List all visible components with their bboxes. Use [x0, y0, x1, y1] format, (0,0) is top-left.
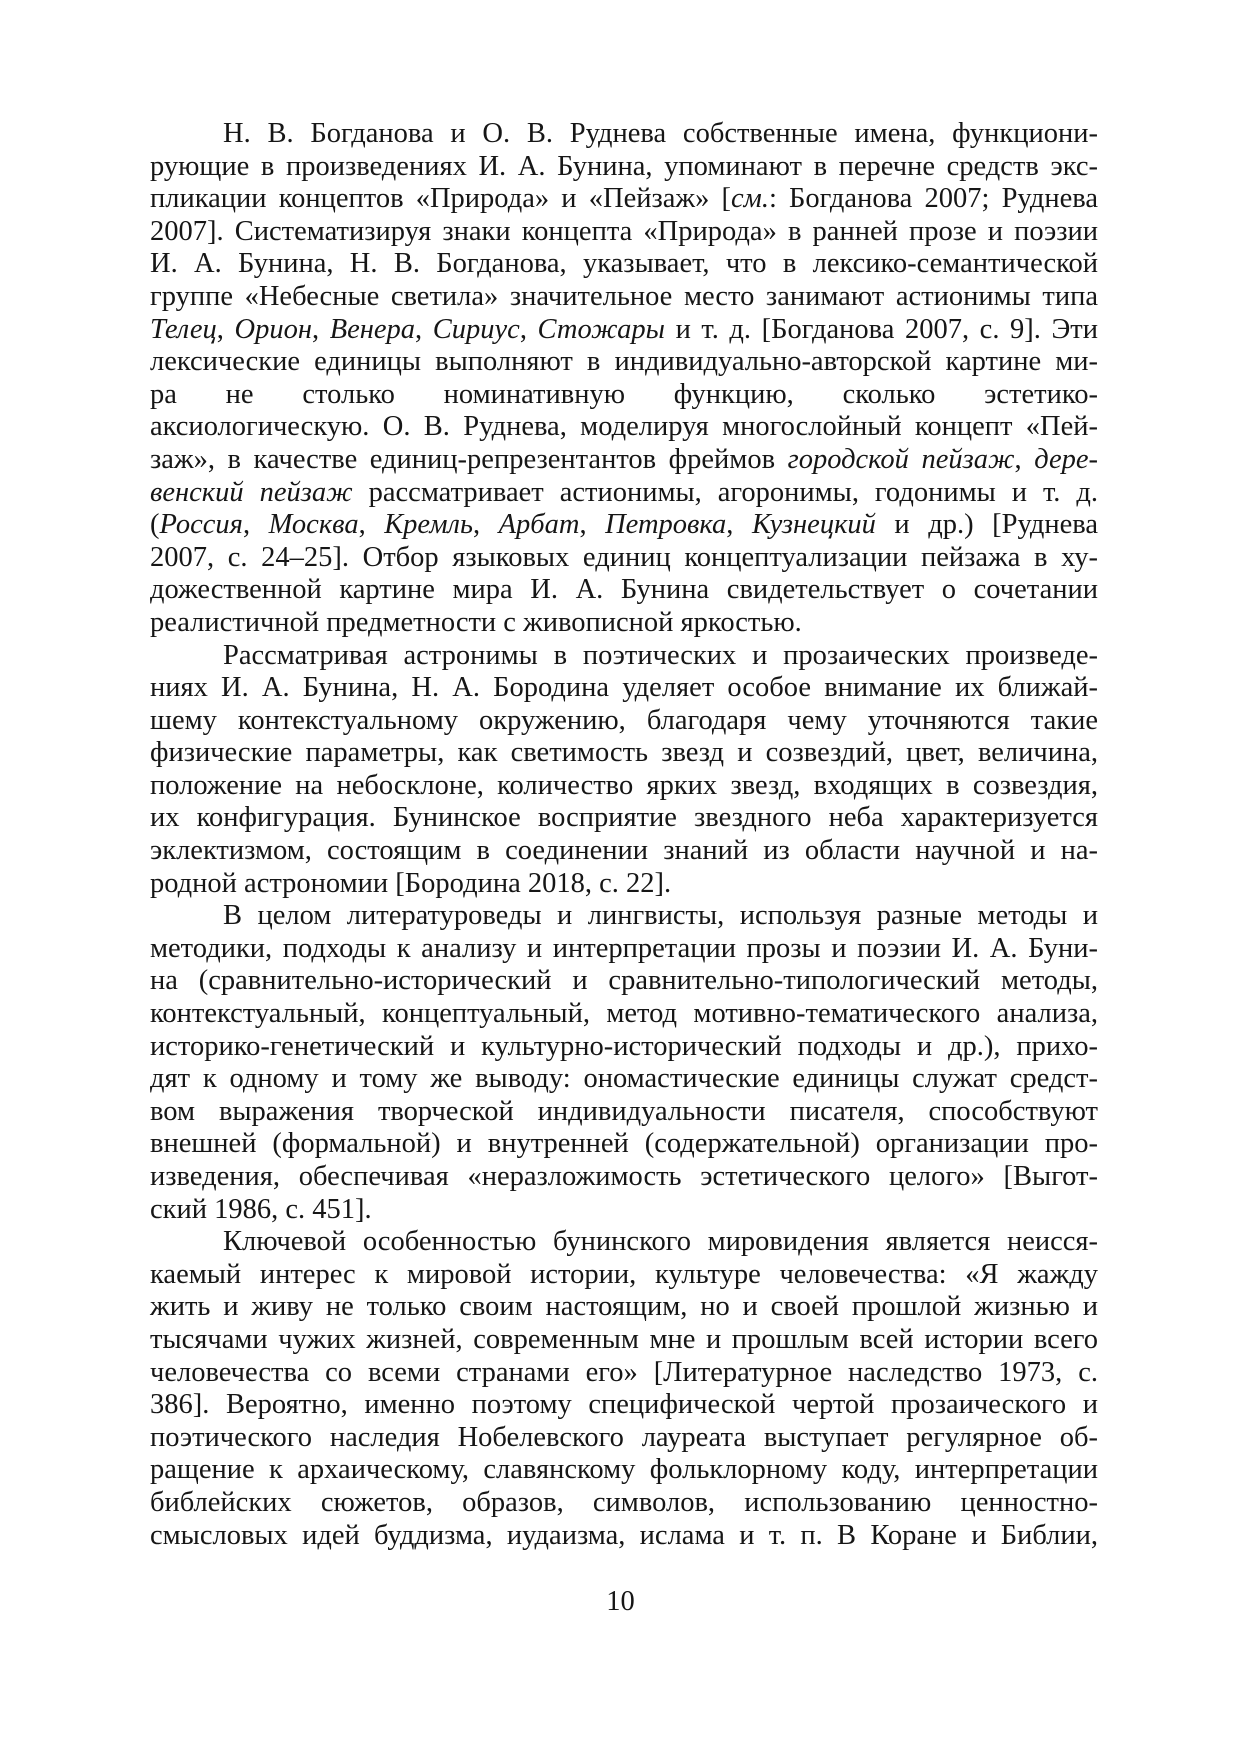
italic-text: Москва	[268, 509, 359, 541]
text-line	[150, 737, 1098, 770]
italic-text: Кузнецкий	[751, 509, 876, 541]
text-segment: ращение к архаическому, славянскому фольклорному коду, интерпретации	[150, 1454, 1098, 1486]
italic-text: Арбат	[498, 509, 580, 541]
text-segment: группе «Небесные светила» значительное место занимают астионимы типа	[150, 280, 1098, 312]
text-segment: ,	[216, 313, 235, 345]
text-line	[150, 346, 1098, 379]
text-segment: контекстуальный, концептуальный, метод мотивно-тематического анализа,	[150, 998, 1098, 1030]
text-segment: ,	[242, 509, 269, 541]
italic-text: см.	[730, 183, 769, 215]
text-segment: В целом литературоведы и лингвисты, используя разные методы и	[223, 900, 1098, 932]
text-line	[150, 509, 1098, 542]
text-line	[150, 1291, 1098, 1324]
text-segment: ,	[579, 509, 606, 541]
text-segment: (	[150, 509, 160, 541]
text-line	[150, 1128, 1098, 1161]
paragraph	[150, 118, 1098, 640]
italic-text: Орион	[234, 313, 312, 345]
text-segment: жить и живу не только своим настоящим, но и своей прошлой жизнью и	[150, 1291, 1098, 1323]
text-segment: рассматривает астионимы, агоронимы, годонимы и т. д.	[352, 476, 1099, 508]
italic-text: Россия	[159, 509, 243, 541]
text-line	[150, 444, 1098, 477]
text-segment: вом выражения творческой индивидуальности писателя, способствуют	[150, 1095, 1098, 1127]
italic-text: Стожары	[537, 313, 665, 345]
text-segment: и т. д. [Богданова 2007, с. 9]. Эти	[665, 313, 1098, 345]
text-segment: человечества со всеми странами его» [Литературное наследство 1973, с.	[150, 1356, 1098, 1388]
text-line	[150, 379, 1098, 412]
text-line	[150, 248, 1098, 281]
text-segment: историко-генетический и культурно-исторический подходы и др.), прихо-	[150, 1030, 1098, 1062]
italic-text: Венера	[329, 313, 416, 345]
text-segment: библейских сюжетов, образов, символов, использованию ценностно-	[150, 1486, 1098, 1518]
text-segment: 386]. Вероятно, именно поэтому специфической чертой прозаического и	[150, 1389, 1098, 1421]
text-segment: дожественной картине мира И. А. Бунина свидетельствует о сочетании	[150, 574, 1098, 606]
text-segment: шему контекстуальному окружению, благодаря чему уточняются такие	[150, 704, 1098, 736]
text-line	[150, 1096, 1098, 1129]
text-line	[150, 672, 1098, 705]
text-line	[150, 1259, 1098, 1292]
text-line	[150, 1194, 1098, 1227]
text-segment: эклектизмом, состоящим в соединении знаний из области научной и на-	[150, 835, 1098, 867]
text-line	[150, 1226, 1098, 1259]
text-segment: реалистичной предметности с живописной яркостью.	[150, 606, 802, 638]
text-line	[150, 1454, 1098, 1487]
text-segment: И. А. Бунина, Н. В. Богданова, указывает, что в лексико-семантической	[150, 248, 1098, 280]
text-line	[150, 151, 1098, 184]
text-segment: Ключевой особенностью бунинского мировидения является неисся-	[223, 1226, 1098, 1258]
text-segment: ,	[472, 509, 499, 541]
text-segment: аксиологическую. О. В. Руднева, моделируя многослойный концепт «Пей-	[150, 411, 1098, 443]
text-segment: на (сравнительно-исторический и сравнительно-типологический методы,	[150, 965, 1098, 997]
text-segment: пликации концептов «Природа» и «Пейзаж» [	[150, 183, 731, 215]
text-line	[150, 868, 1098, 901]
text-segment: внешней (формальной) и внутренней (содержательной) организации про-	[150, 1128, 1098, 1160]
text-line	[150, 411, 1098, 444]
text-line	[150, 998, 1098, 1031]
text-line	[150, 607, 1098, 640]
text-line	[150, 900, 1098, 933]
text-line	[150, 933, 1098, 966]
text-segment: 2007]. Систематизируя знаки концепта «Природа» в ранней прозе и поэзии	[150, 215, 1098, 247]
text-segment: заж», в качестве единиц-репрезентантов фреймов	[150, 443, 788, 475]
text-line	[150, 574, 1098, 607]
text-line	[150, 1389, 1098, 1422]
text-segment: их конфигурация. Бунинское восприятие звездного неба характеризуется	[150, 802, 1098, 834]
text-line	[150, 1357, 1098, 1390]
text-line	[150, 1520, 1098, 1553]
text-segment: Н. В. Богданова и О. В. Руднева собственные имена, функциони-	[223, 118, 1098, 149]
text-line	[150, 1487, 1098, 1520]
text-line	[150, 1063, 1098, 1096]
text-segment: поэтического наследия Нобелевского лауреата выступает регулярное об-	[150, 1421, 1098, 1453]
text-line	[150, 183, 1098, 216]
text-line	[150, 118, 1098, 151]
text-segment: ра не столько номинативную функцию, сколько эстетико-	[150, 378, 1098, 410]
italic-text: Кремль	[384, 509, 473, 541]
text-segment: ,	[311, 313, 330, 345]
text-line	[150, 965, 1098, 998]
text-line	[150, 770, 1098, 803]
text-segment: 2007, с. 24–25]. Отбор языковых единиц концептуализации пейзажа в ху-	[150, 541, 1098, 573]
text-segment: дят к одному и тому же выводу: ономастические единицы служат средст-	[150, 1063, 1098, 1095]
text-segment: каемый интерес к мировой истории, культуре человечества: «Я жажду	[150, 1258, 1098, 1290]
document-page	[150, 118, 1098, 1552]
paragraph	[150, 900, 1098, 1226]
text-segment: Рассматривая астронимы в поэтических и прозаических произведе-	[223, 639, 1098, 671]
text-line	[150, 477, 1098, 510]
text-segment: ,	[726, 509, 752, 541]
text-segment: физические параметры, как светимость звезд и созвездий, цвет, величина,	[150, 737, 1098, 769]
paragraph	[150, 1226, 1098, 1552]
text-segment: ,	[1014, 443, 1035, 475]
text-segment: ,	[519, 313, 538, 345]
text-line	[150, 314, 1098, 347]
text-line	[150, 542, 1098, 575]
text-segment: : Богданова 2007; Руднева	[768, 183, 1099, 215]
italic-text: Телец	[150, 313, 217, 345]
text-line	[150, 1161, 1098, 1194]
page-number: 10	[606, 1586, 635, 1617]
text-segment: и др.) [Руднева	[875, 509, 1099, 541]
text-segment: изведения, обеспечивая «неразложимость эстетического целого» [Выгот-	[150, 1161, 1098, 1192]
italic-text: городской пейзаж	[787, 443, 1015, 475]
text-line	[150, 705, 1098, 738]
text-segment: ский 1986, с. 451].	[150, 1193, 372, 1225]
text-segment: лексические единицы выполняют в индивидуально-авторской картине ми-	[150, 346, 1098, 378]
italic-text: Сириус	[432, 313, 520, 345]
text-segment: методики, подходы к анализу и интерпретации прозы и поэзии И. А. Буни-	[150, 932, 1098, 964]
text-segment: тысячами чужих жизней, современным мне и прошлым всей истории всего	[150, 1323, 1098, 1355]
text-line	[150, 1324, 1098, 1357]
text-segment: ниях И. А. Бунина, Н. А. Бородина уделяет особое внимание их ближай-	[150, 672, 1098, 704]
italic-text: Петровка	[605, 509, 727, 541]
text-line	[150, 1031, 1098, 1064]
paragraph	[150, 640, 1098, 901]
text-line	[150, 802, 1098, 835]
text-segment: ,	[358, 509, 385, 541]
text-line	[150, 281, 1098, 314]
text-segment: смысловых идей буддизма, иудаизма, ислама и т. п. В Коране и Библии,	[150, 1519, 1098, 1551]
text-line	[150, 640, 1098, 673]
italic-text: венский пейзаж	[150, 476, 353, 508]
text-segment: ,	[415, 313, 433, 345]
text-line	[150, 1422, 1098, 1455]
text-segment: родной астрономии [Бородина 2018, с. 22].	[150, 867, 672, 899]
italic-text: дере-	[1034, 443, 1098, 475]
text-line	[150, 835, 1098, 868]
text-segment: рующие в произведениях И. А. Бунина, упоминают в перечне средств экс-	[150, 150, 1098, 182]
text-line	[150, 216, 1098, 249]
text-segment: положение на небосклоне, количество ярких звезд, входящих в созвездия,	[150, 769, 1098, 801]
